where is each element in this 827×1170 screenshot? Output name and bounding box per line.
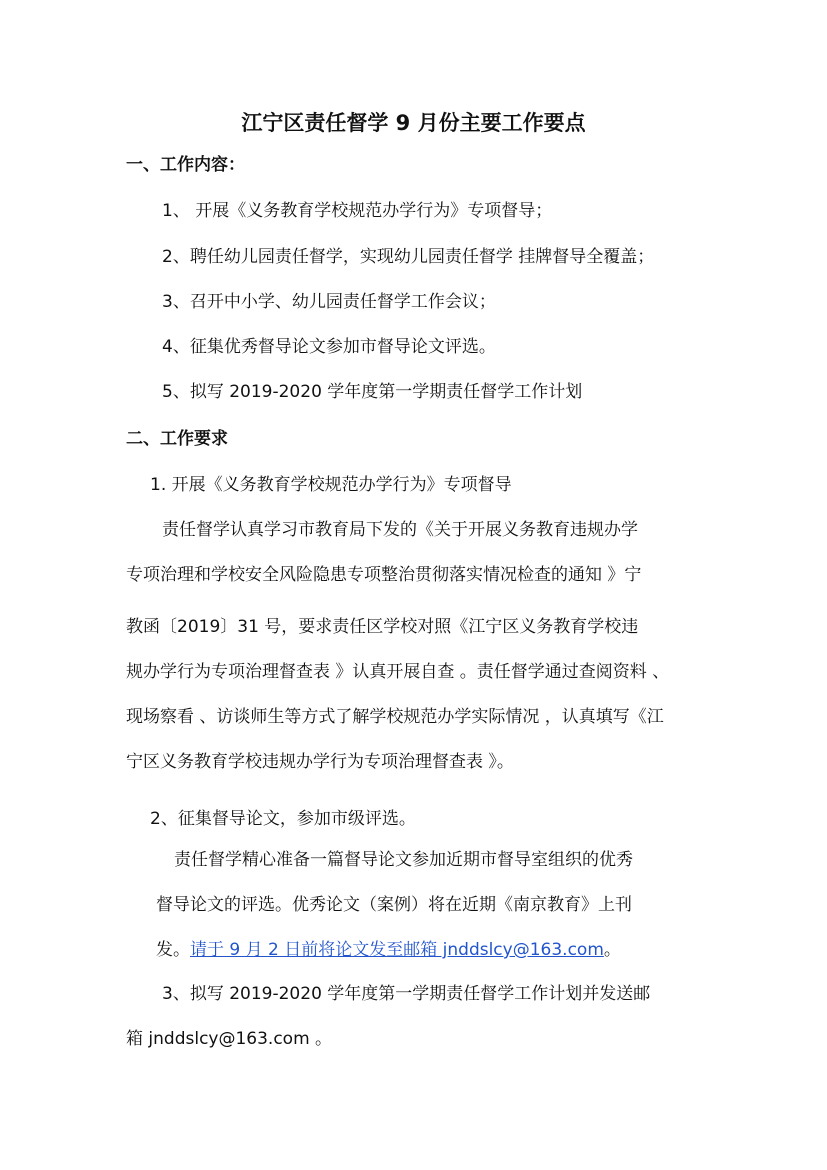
requirement-2-line: 督导论文的评选。优秀论文（案例）将在近期《南京教育》上刊 — [156, 895, 632, 915]
requirement-1-line: 专项治理和学校安全风险隐患专项整治贯彻落实情况检查的通知 》宁 — [126, 565, 642, 585]
work-item-1: 1、 开展《义务教育学校规范办学行为》专项督导； — [162, 201, 553, 221]
requirement-2-line-suffix: 。 — [603, 940, 621, 960]
requirement-3-line: 箱 jnddslcy@163.com 。 — [126, 1029, 333, 1049]
requirement-1-line: 教函〔2019〕31 号，要求责任区学校对照《江宁区义务教育学校违 — [126, 617, 639, 637]
requirement-1-line: 现场察看 、访谈师生等方式了解学校规范办学实际情况 ，认真填写《江 — [126, 707, 664, 727]
requirement-1-title: 1. 开展《义务教育学校规范办学行为》专项督导 — [150, 475, 512, 495]
section-1-heading: 一、工作内容： — [126, 155, 245, 175]
requirement-2-deadline-line — [156, 939, 621, 961]
work-item-2: 2、聘任幼儿园责任督学，实现幼儿园责任督学 挂牌督导全覆盖； — [162, 247, 655, 267]
requirement-3-line: 3、拟写 2019-2020 学年度第一学期责任督学工作计划并发送邮 — [162, 984, 651, 1004]
work-item-5: 5、拟写 2019-2020 学年度第一学期责任督学工作计划 — [162, 382, 583, 402]
section-2-heading: 二、工作要求 — [126, 429, 228, 449]
work-item-4: 4、征集优秀督导论文参加市督导论文评选。 — [162, 337, 496, 357]
requirement-1-line: 规办学行为专项治理督查表 》认真开展自查 。责任督学通过查阅资料 、 — [126, 662, 670, 682]
email-submission-link[interactable]: 请于 9 月 2 日前将论文发至邮箱 jnddslcy@163.com — [190, 940, 604, 960]
requirement-1-line: 宁区义务教育学校违规办学行为专项治理督查表 》。 — [126, 752, 514, 772]
requirement-2-title: 2、征集督导论文，参加市级评选。 — [150, 809, 416, 829]
document-title: 江宁区责任督学 9 月份主要工作要点 — [241, 111, 586, 135]
requirement-2-line-prefix: 发。 — [156, 940, 190, 960]
requirement-1-line: 责任督学认真学习市教育局下发的《关于开展义务教育违规办学 — [162, 520, 638, 540]
requirement-2-line: 责任督学精心准备一篇督导论文参加近期市督导室组织的优秀 — [174, 850, 633, 870]
work-item-3: 3、召开中小学、幼儿园责任督学工作会议； — [162, 292, 496, 312]
